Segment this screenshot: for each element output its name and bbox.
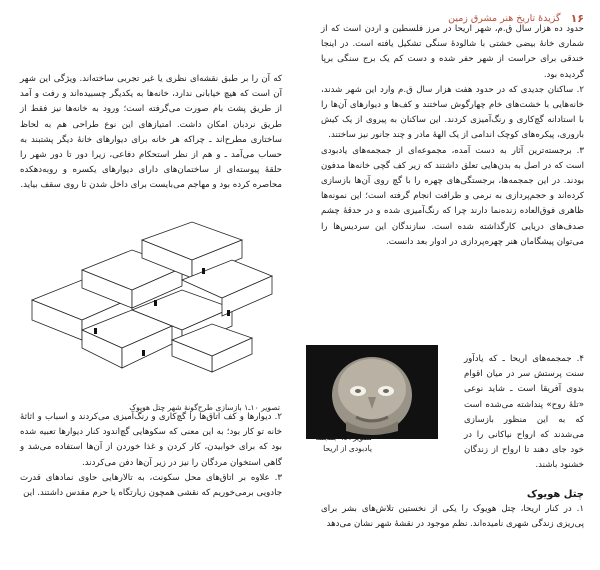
left-column-bottom xyxy=(20,410,282,501)
left-column xyxy=(20,72,282,194)
page-number: ۱۶ xyxy=(570,11,584,25)
right-column-bottom xyxy=(321,485,584,533)
paragraph: ۲. دیوارها و کف اتاق‌ها را گچ‌کاری و رنگ‌آمیزی می‌کردند و اسباب و اثاثهٔ خانه تو کار بود؛ به این معنی که سکوهایی گچ‌اندود کنار دیوارها تعبیه شده بود که برای خوابیدن، کار کردن و غذا خوردن از آن‌ها استفاده می‌شد و گاهی استخوان مردگان را نیز در زیر آن‌ها دفن می‌کردند. xyxy=(20,412,282,468)
paragraph: ۱. در کنار اریحا، چتل هویوک را یکی از نخستین تلاش‌های بشر برای پی‌ریزی زندگی شهری نامیده‌اند. نظم موجود در نقشهٔ شهر نشان می‌دهد xyxy=(321,504,584,530)
wrapped-paragraph: ۴. جمجمه‌های اریحا ـ که یادآور سنت پرستش سر در میان اقوام بدوی آفریقا است ـ شاید نوعی «تلهٔ روح» پنداشته می‌شده است که به این منظور بازسازی می‌شدند که ارواح نیاکانی را در خود جای دهند تا ارواح از زندگان خشنود باشند. xyxy=(464,354,584,471)
skull-figure xyxy=(306,345,438,439)
section-heading: چتل هویوک xyxy=(526,489,584,500)
caption-line: یادبودی از اریحا xyxy=(323,444,372,453)
city-reconstruction-figure xyxy=(22,210,284,388)
paragraph: ۲. ساکنان جدیدی که در حدود هفت هزار سال ق.م وارد این شهر شدند، خانه‌هایی با خشت‌های خام چهارگوش ساختند و کف‌ها و دیوارهای آن‌ها را با استادانه گچ‌کاری و رنگ‌آمیزی کردند. این ساکنان به پیروی از یک کیش باروری، پیکره‌های کوچک اندامی از یک الههٔ مادر و چند جانور نیز ساختند. xyxy=(321,84,584,141)
city-drawing xyxy=(22,210,284,388)
paragraph: ۳. علاوه بر اتاق‌های محل سکونت، به تالارهایی حاوی نمادهای قدرت جادویی برمی‌خوریم که نقشی همچون زیارتگاه یا حرم مقدس داشتند. این xyxy=(20,472,282,499)
skull-image xyxy=(306,345,438,439)
paragraph: حدود ده هزار سال ق.م، شهر اریحا در مرز فلسطین و اردن است که از شماری خانهٔ بیضی خشتی با شالودهٔ سنگی تشکیل یافته است. در اینجا خندقی برای حراست از شهر حفر شده و دست کم یک برج سنگی برپا گردیده بود. xyxy=(321,24,584,80)
paragraph: ۳. برجسته‌ترین آثار به دست آمده، مجموعه‌ای از جمجمه‌های یادبودی است که در اصل به بدن‌هایی تعلق داشتند که زیر کف گچی خانه‌ها مدفون بودند. در این جمجمه‌ها، برجستگی‌های چهره را با گچ روی آن‌ها بازسازی کرده‌اند و حجم‌پردازی به نرمی و ظرافت انجام گرفته است؛ این نمونه‌ها ظاهری فوق‌العاده زنده‌نما دارند چرا که رنگ‌آمیزی شده و در حدقهٔ چشم صدف‌های دریایی کارگذاشته شده است. سازندگان این سردیس‌ها را می‌توان پیشگامان هنر چهره‌پردازی در ادوار بعد دانست. xyxy=(321,145,584,247)
paragraph: که آن را بر طبق نقشه‌ای نظری یا غیر تجربی ساخته‌اند. ویژگی این شهر آن است که هیچ خیابانی ندارد، خانه‌ها به یکدیگر چسبیده‌اند و رفت و آمد از طریق پشت بام صورت می‌گرفته است؛ ورود به خانه‌ها نیز فقط از طریق نردبان امکان داشت. امتیازهای این نوع طراحی هم به لحاظ ساختاری مطرح‌اند ـ چراکه هر خانه برای دیوارهای خانهٔ دیگر پشتبند به حساب می‌آمد ـ و هم از نظر استحکام دفاعی، زیرا دور تا دور شهر را حلقهٔ پیوسته‌ای از ساختمان‌های دارای دیوارهای یکسره و روبه‌دهکده محاصره کرده بود و مهاجم می‌بایست برای داخل شدن تا روی سقف بیاید. xyxy=(20,74,282,191)
caption-line: تصویر ۹ـ۱ جمجمه xyxy=(315,433,372,442)
skull-caption xyxy=(302,432,372,454)
right-column xyxy=(321,22,584,250)
city-caption: تصویر ۱۰ـ۱ بازسازی طرح‌گونهٔ شهر چتل هویوک xyxy=(129,403,280,412)
running-title: گزیدهٔ تاریخ هنر مشرق زمین xyxy=(448,12,561,24)
